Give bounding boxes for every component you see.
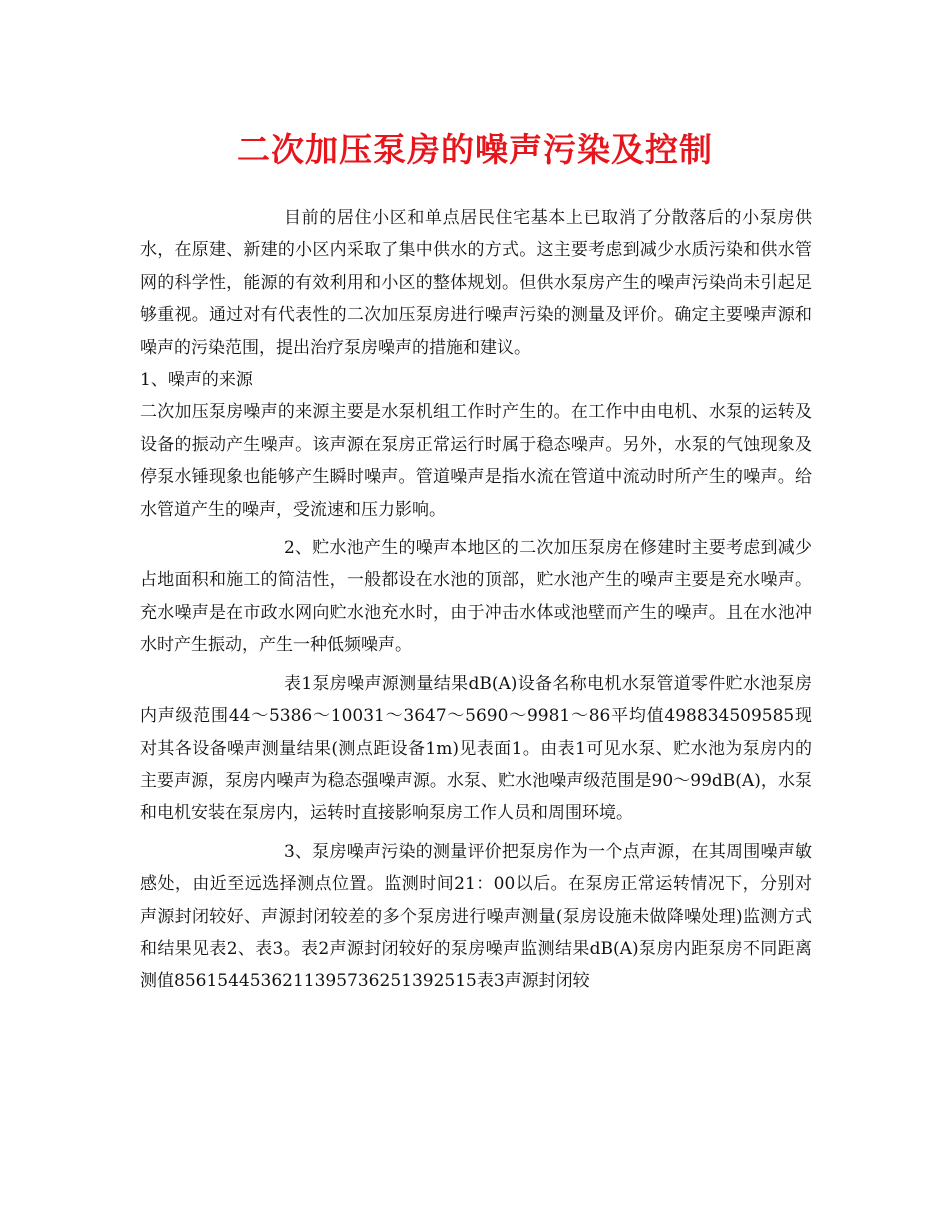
document-body bbox=[140, 202, 812, 998]
intro-paragraph: 目前的居住小区和单点居民住宅基本上已取消了分散落后的小泵房供水，在原建、新建的小区内采取了集中供水的方式。这主要考虑到减少水质污染和供水管网的科学性，能源的有效利用和小区的整体规划。但供水泵房产生的噪声污染尚未引起足够重视。通过对有代表性的二次加压泵房进行噪声污染的测量及评价。确定主要噪声源和噪声的污染范围，提出治疗泵房噪声的措施和建议。 bbox=[140, 208, 812, 358]
measurement-evaluation-paragraph: 3、泵房噪声污染的测量评价把泵房作为一个点声源，在其周围噪声敏感处，由近至远选择测点位置。监测时间21：00以后。在泵房正常运转情况下，分别对声源封闭较好、声源封闭较差的多个泵房进行噪声测量(泵房设施未做降噪处理)监测方式和结果见表2、表3。表2声源封闭较好的泵房噪声监测结果dB(A)泵房内距泵房不同距离测值8561544536211395736251392515表3声源封闭较 bbox=[140, 841, 812, 992]
reservoir-noise-paragraph: 2、贮水池产生的噪声本地区的二次加压泵房在修建时主要考虑到减少占地面积和施工的简洁性，一般都设在水池的顶部，贮水池产生的噪声主要是充水噪声。充水噪声是在市政水网向贮水池充水时，由于冲击水体或池壁而产生的噪声。且在水池冲水时产生振动，产生一种低频噪声。 bbox=[140, 538, 812, 656]
document-title: 二次加压泵房的噪声污染及控制 bbox=[237, 130, 713, 169]
section-heading-noise-source: 1、噪声的来源 bbox=[140, 370, 253, 391]
table1-paragraph: 表1泵房噪声源测量结果dB(A)设备名称电机水泵管道零件贮水池泵房内声级范围44～5386～10031～3647～5690～9981～86平均值498834509585现对其各设备噪声测量结果(测点距设备1m)见表面1。由表1可见水泵、贮水池为泵房内的主要声源，泵房内噪声为稳态强噪声源。水泵、贮水池噪声级范围是90～99dB(A)，水泵和电机安装在泵房内，运转时直接影响泵房工作人员和周围环境。 bbox=[140, 673, 812, 824]
noise-source-paragraph: 二次加压泵房噪声的来源主要是水泵机组工作时产生的。在工作中由电机、水泵的运转及设备的振动产生噪声。该声源在泵房正常运行时属于稳态噪声。另外，水泵的气蚀现象及停泵水锤现象也能够产生瞬时噪声。管道噪声是指水流在管道中流动时所产生的噪声。给水管道产生的噪声，受流速和压力影响。 bbox=[140, 402, 812, 520]
